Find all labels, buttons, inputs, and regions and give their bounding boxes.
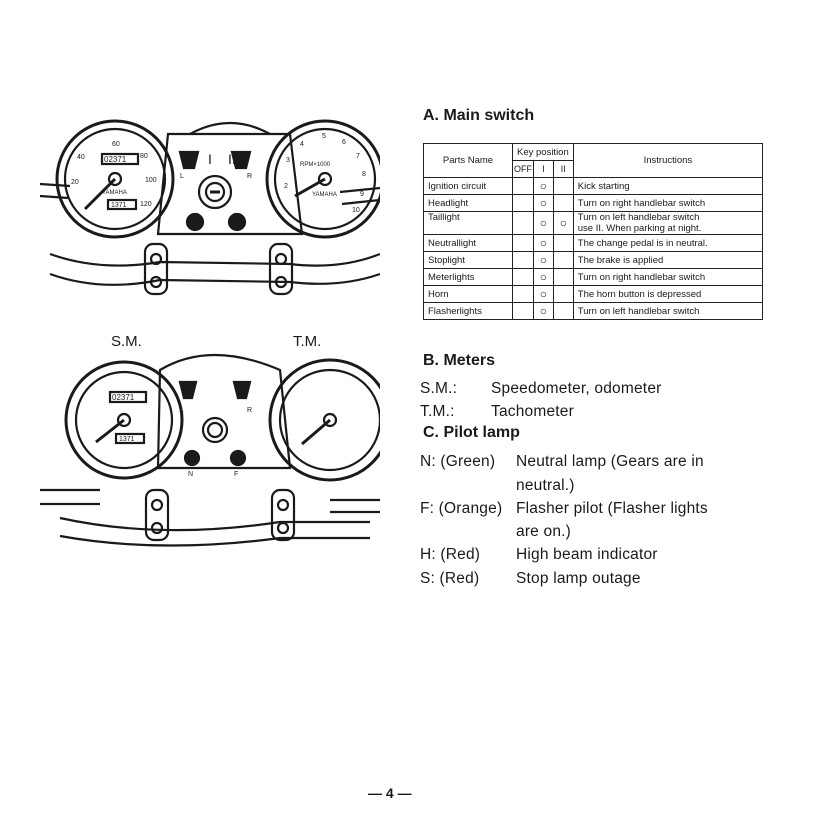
tripmeter-readout-2: 1371 [119,436,135,443]
speedo-tick: 60 [112,141,120,148]
part-name: Horn [424,286,513,303]
neutral-lamp-label: N [188,471,194,478]
part-name: Ignition circuit [424,178,513,195]
key-park-label: II [228,151,236,167]
table-row [424,252,763,269]
turn-right-label-2: R [247,407,253,414]
meters-sm-desc: Speedometer, odometer [491,380,662,397]
main-switch-table [423,143,763,320]
section-a-title: A. Main switch [423,107,535,124]
tm-label: T.M. [293,333,322,350]
pilot-n-label: N: (Green) [420,453,496,470]
tach-tick: 7 [356,153,360,160]
pilot-n-desc: Neutral lamp (Gears are in [516,453,704,470]
pilot-h-label: H: (Red) [420,546,481,563]
meters-sm-label: S.M.: [420,380,458,397]
position-mark: ○ [553,212,573,235]
speedo-tick: 120 [140,201,152,208]
col-parts-name: Parts Name [424,144,513,178]
table-row [424,269,763,286]
part-name: Taillight [424,212,513,235]
sm-label: S.M. [111,333,142,350]
position-mark: ○ [533,286,553,303]
tach-tick: 4 [300,141,304,148]
tripmeter-readout: 1371 [111,202,127,209]
instruction: The change pedal is in neutral. [573,235,762,252]
tach-tick: 9 [360,191,364,198]
position-mark: ○ [533,195,553,212]
table-row [424,195,763,212]
instruction: The brake is applied [573,252,762,269]
pilot-f-desc-2: are on.) [516,523,572,540]
section-c-title: C. Pilot lamp [423,424,520,441]
instruction-line: Turn on left handlebar switch [577,212,700,223]
instruction [573,212,762,235]
position-mark: ○ [533,269,553,286]
table-row [424,235,763,252]
meters-tm-desc: Tachometer [491,403,574,420]
instruction: Turn on right handlebar switch [573,195,762,212]
turn-left-label-2: L [180,407,184,414]
tach-tick: 3 [286,157,290,164]
turn-left-label: L [180,173,184,180]
instruction: Kick starting [573,178,762,195]
col-off: OFF [513,161,534,178]
part-name: Headlight [424,195,513,212]
pilot-h-desc: High beam indicator [516,546,658,563]
tach-tick: 8 [362,171,366,178]
table-row [424,178,763,195]
speedo-brand: YAMAHA [102,190,127,196]
key-on-label: I [208,151,212,167]
table-row [424,286,763,303]
position-mark: ○ [533,212,553,235]
col-ii: II [553,161,573,178]
speedo-tick: 20 [71,179,79,186]
tach-unit: RPM×1000 [300,162,331,168]
position-mark: ○ [533,235,553,252]
pilot-s-label: S: (Red) [420,570,480,587]
instruction: Turn on left handlebar switch [573,303,762,320]
dashboard-illustration-bottom [40,340,380,555]
speedo-tick: 80 [140,153,148,160]
part-name: Flasherlights [424,303,513,320]
meters-tm-label: T.M.: [420,403,455,420]
instruction-line: use II. When parking at night. [577,223,702,234]
flasher-lamp-label: F [234,471,239,478]
pilot-f-desc: Flasher pilot (Flasher lights [516,500,708,517]
table-row [424,303,763,320]
speedo-tick: 40 [77,154,85,161]
pilot-f-label: F: (Orange) [420,500,503,517]
part-name: Stoplight [424,252,513,269]
tach-tick: 2 [284,183,288,190]
tach-tick: 10 [352,207,360,214]
dashboard-illustration-top [40,104,380,314]
odometer-readout-2: 02371 [112,393,135,402]
turn-right-label: R [247,173,253,180]
part-name: Neutrallight [424,235,513,252]
tach-tick: 5 [322,133,326,140]
col-key-position: Key position [513,144,574,161]
col-i: I [533,161,553,178]
section-b-title: B. Meters [423,352,496,369]
odometer-readout: 02371 [104,155,127,164]
instruction: The horn button is depressed [573,286,762,303]
pilot-n-desc-2: neutral.) [516,477,575,494]
speedo-tick: 100 [145,177,157,184]
col-instructions: Instructions [573,144,762,178]
page-number: — 4 — [368,785,412,801]
part-name: Meterlights [424,269,513,286]
tach-brand: YAMAHA [312,192,337,198]
position-mark: ○ [533,252,553,269]
position-mark: ○ [533,303,553,320]
table-row [424,212,763,235]
position-mark: ○ [533,178,553,195]
tach-tick: 6 [342,139,346,146]
instruction: Turn on right handlebar switch [573,269,762,286]
pilot-s-desc: Stop lamp outage [516,570,641,587]
